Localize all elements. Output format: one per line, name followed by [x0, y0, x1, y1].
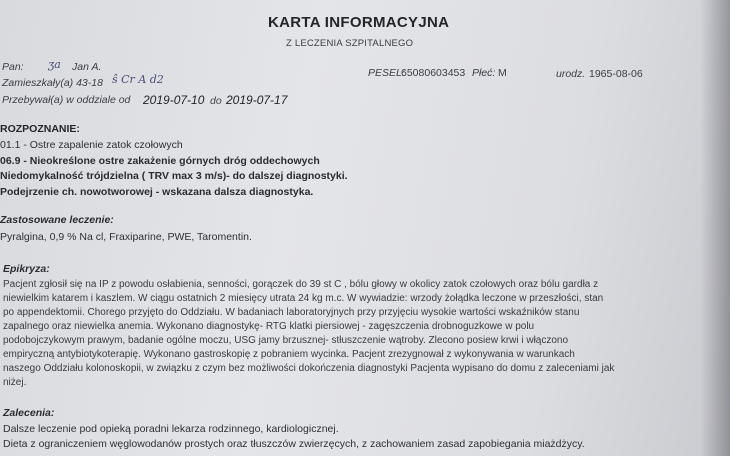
pesel-label: PESEL:	[368, 67, 405, 79]
sex-value: M	[498, 67, 507, 79]
epikryza-line: podobojczykowym prawym, badanie ogólne moczu, USG jamy brzusznej- stłuszczenie wątroby. Zlecono posiew krwi i włączono	[3, 335, 569, 346]
stay-to-label: do	[210, 95, 222, 107]
treatment-text: Pyralgina, 0,9 % Na cl, Fraxiparine, PWE, Taromentin.	[0, 231, 252, 243]
patient-handwritten-mark: ʒa	[48, 58, 61, 71]
pesel-value: 65080603453	[401, 67, 466, 79]
document-title: KARTA INFORMACYJNA	[268, 14, 450, 31]
epikryza-line: Pacjent zgłosił się na IP z powodu osłabienia, senności, gorączek do 39 st C , bólu głowy w okolicy zatok czołowych oraz bólu gardła z	[3, 279, 599, 290]
diagnosis-line: Niedomykalność trójdzielna ( TRV max 3 m/s)- do dalszej diagnostyki.	[0, 170, 348, 182]
epikryza-line: empiryczną antybiotykoterapię. Wykonano gastroskopię z pobraniem wycinka. Pacjent zrezygnował z wykonywania w warunkach	[3, 349, 575, 360]
recommendations-line: Dieta z ograniczeniem węglowodanów prostych oraz tłuszczów zwierzęcych, z zachowaniem zasad zapobiegania miażdżycy.	[3, 438, 585, 450]
diagnosis-line: 01.1 - Ostre zapalenie zatok czołowych	[0, 139, 183, 151]
address-handwritten-mark: ŝ Cr A d2	[112, 73, 164, 86]
epikryza-line: naszego Oddziału kolonoskopii, w związku z czym bez możliwości dokończenia diagnostyki Pacjenta wypisano do domu z zaleceniami jak	[3, 363, 615, 374]
birth-value: 1965-08-06	[589, 68, 643, 80]
treatment-heading: Zastosowane leczenie:	[0, 214, 114, 226]
recommendations-heading: Zalecenia:	[3, 407, 55, 419]
stay-to-date: 2019-07-17	[226, 93, 288, 107]
epikryza-line: niżej.	[3, 377, 27, 388]
sex-label: Płeć:	[472, 67, 496, 79]
epikryza-line: zapalnego oraz niewielka anemia. Wykonano diagnostykę- RTG klatki piersiowej - zagęszczenia drobnoguzkowe w polu	[3, 321, 535, 332]
address-label: Zamieszkały(a) 43-18	[2, 77, 103, 89]
birth-label: urodz.	[556, 68, 586, 80]
page-edge-shadow	[700, 0, 730, 456]
document-subtitle: Z LECZENIA SZPITALNEGO	[286, 38, 414, 49]
epikryza-line: niewielkim katarem i kaszlem. W ciągu ostatnich 2 miesięcy utrata 24 kg m.c. W wywiadzie: wrzody żołądka leczone w przeszłości, stan	[3, 293, 604, 304]
recommendations-line: Dalsze leczenie pod opieką poradni lekarza rodzinnego, kardiologicznej.	[3, 423, 339, 435]
patient-name-label: Pan:	[2, 61, 24, 73]
patient-name-value: Jan A.	[72, 61, 102, 73]
diagnosis-line: 06.9 - Nieokreślone ostre zakażenie górnych dróg oddechowych	[0, 155, 320, 167]
stay-label: Przebywał(a) w oddziale od	[2, 94, 131, 106]
epikryza-line: po appendektomii. Chorego przyjęto do Oddziału. W badaniach laboratoryjnych przy przyjęciu wysokie wartości wskaźników stanu	[3, 307, 580, 318]
diagnosis-heading: ROZPOZNANIE:	[0, 123, 80, 135]
stay-from-date: 2019-07-10	[143, 93, 205, 107]
diagnosis-line: Podejrzenie ch. nowotworowej - wskazana dalsza diagnostyka.	[0, 186, 314, 198]
epikryza-heading: Epikryza:	[3, 263, 50, 275]
